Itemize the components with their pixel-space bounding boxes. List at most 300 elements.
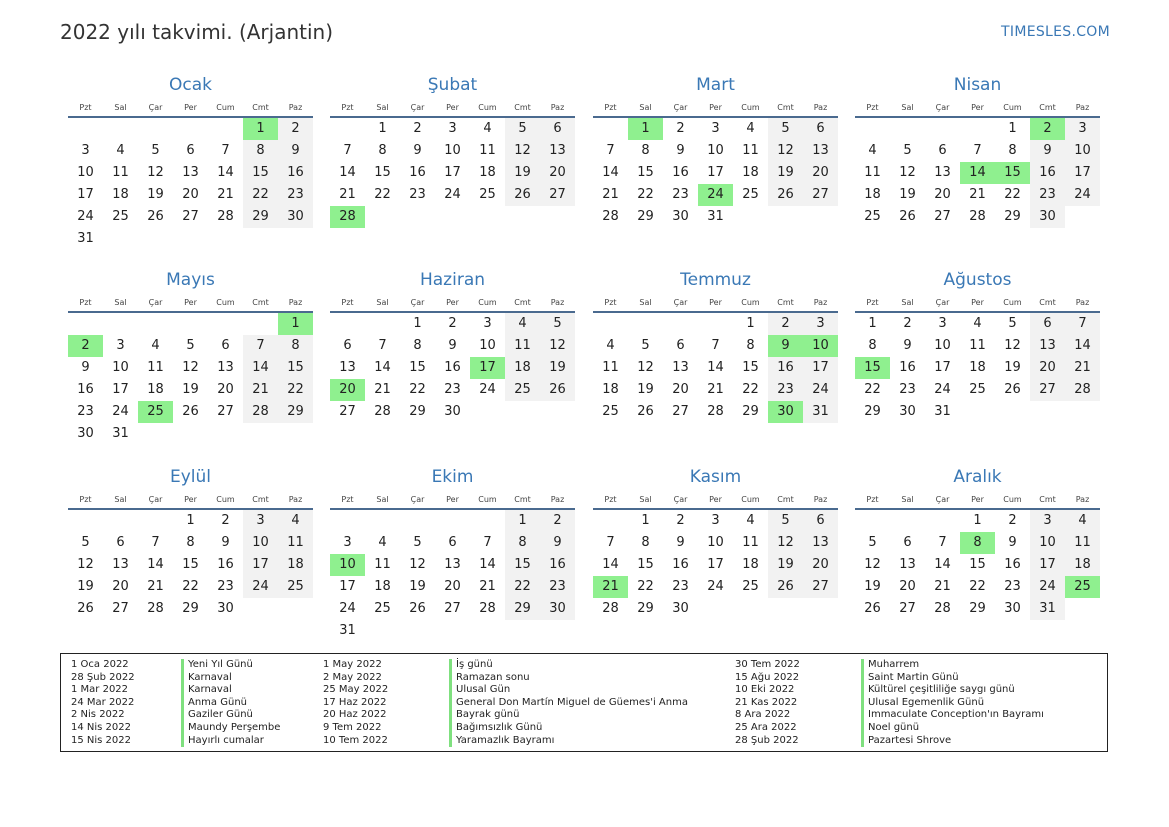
weekday-label: Paz [1075,103,1090,112]
weekday-label: Paz [813,103,828,112]
weekday-label: Cmt [514,495,531,504]
day-grid [593,313,838,423]
day-cell: 3 [711,513,720,528]
page-title: 2022 yılı takvimi. (Arjantin) [60,20,334,44]
weekday-label: Sal [901,298,914,307]
day-cell: 25 [969,382,986,397]
day-cell: 7 [221,143,230,158]
day-cell: 10 [707,535,724,550]
day-cell: 19 [77,579,94,594]
day-cell: 15 [637,165,654,180]
day-cell: 15 [505,554,540,576]
day-cell: 24 [243,576,278,598]
day-cell: 21 [339,187,356,202]
weekday-label: Per [184,495,197,504]
legend-holiday-name: Bayrak günü [449,709,519,722]
day-cell: 8 [186,535,195,550]
day-cell: 1 [1008,121,1017,136]
day-cell: 4 [1065,510,1100,532]
day-cell: 23 [217,579,234,594]
empty-cell [330,118,365,140]
day-cell: 14 [707,360,724,375]
day-cell: 30 [540,598,575,620]
day-cell: 10 [112,360,129,375]
day-grid [593,118,838,228]
holiday-day-cell: 21 [593,576,628,598]
day-cell: 12 [147,165,164,180]
day-grid [855,510,1100,620]
weekday-header [68,99,313,118]
day-cell: 16 [540,554,575,576]
weekday-header [593,294,838,313]
day-cell: 10 [444,143,461,158]
weekday-label: Paz [1075,495,1090,504]
weekday-label: Cum [478,495,497,504]
weekday-label: Pzt [341,495,354,504]
day-cell: 20 [112,579,129,594]
day-cell: 5 [505,118,540,140]
day-cell: 3 [243,510,278,532]
empty-cell [208,118,243,140]
day-cell: 9 [676,535,685,550]
legend-holiday-name: Ramazan sonu [449,672,530,685]
day-cell: 22 [505,576,540,598]
day-cell: 18 [278,554,313,576]
day-grid [68,313,313,445]
legend-date: 15 Nis 2022 [71,734,131,746]
day-cell: 23 [409,187,426,202]
day-cell: 1 [186,513,195,528]
day-cell: 12 [1004,338,1021,353]
day-cell: 5 [768,118,803,140]
weekday-label: Per [709,103,722,112]
day-cell: 6 [343,338,352,353]
day-cell: 13 [934,165,951,180]
weekday-label: Çar [935,495,950,504]
day-cell: 16 [77,382,94,397]
day-cell: 17 [1030,554,1065,576]
day-cell: 8 [746,338,755,353]
day-cell: 4 [505,313,540,335]
empty-cell [698,313,733,335]
day-cell: 19 [505,162,540,184]
day-cell: 11 [147,360,164,375]
day-cell: 4 [278,510,313,532]
day-grid [593,510,838,620]
day-cell: 5 [413,535,422,550]
day-cell: 21 [1065,357,1100,379]
day-cell: 11 [1065,532,1100,554]
day-cell: 22 [637,579,654,594]
day-cell: 2 [676,513,685,528]
day-cell: 20 [444,579,461,594]
legend-date: 8 Ara 2022 [735,709,791,721]
day-cell: 25 [479,187,496,202]
weekday-label: Cmt [1039,495,1056,504]
day-cell: 17 [707,557,724,572]
legend-holiday-name: Karnaval [181,672,232,685]
day-cell: 1 [973,513,982,528]
day-cell: 24 [1030,576,1065,598]
day-cell: 21 [602,187,619,202]
weekday-label: Cum [1003,298,1022,307]
site-link[interactable]: TIMESLES.COM [1001,24,1110,40]
day-cell: 13 [182,165,199,180]
weekday-label: Pzt [866,495,879,504]
day-cell: 8 [641,143,650,158]
day-cell: 7 [483,535,492,550]
day-cell: 13 [540,140,575,162]
day-cell: 30 [899,404,916,419]
day-cell: 5 [151,143,160,158]
day-cell: 12 [637,360,654,375]
day-cell: 31 [934,404,951,419]
weekday-label: Sal [376,495,389,504]
month-block [593,465,838,620]
weekday-label: Çar [673,103,688,112]
day-cell: 21 [707,382,724,397]
day-cell: 29 [243,206,278,228]
day-cell: 27 [1030,379,1065,401]
weekday-header [855,99,1100,118]
weekday-label: Per [446,495,459,504]
day-cell: 20 [217,382,234,397]
legend-holiday-name: Saint Martin Günü [861,672,959,685]
day-cell: 23 [768,379,803,401]
weekday-label: Çar [673,495,688,504]
month-block [68,73,313,250]
day-cell: 22 [864,382,881,397]
weekday-label: Paz [288,495,303,504]
weekday-label: Çar [410,103,425,112]
day-cell: 11 [969,338,986,353]
day-cell: 3 [448,121,457,136]
holiday-day-cell: 20 [330,379,365,401]
day-cell: 17 [243,554,278,576]
day-cell: 13 [672,360,689,375]
day-cell: 27 [803,184,838,206]
day-cell: 15 [409,360,426,375]
month-block [68,465,313,620]
day-cell: 3 [483,316,492,331]
day-cell: 2 [676,121,685,136]
weekday-label: Cmt [1039,103,1056,112]
day-cell: 4 [116,143,125,158]
day-cell: 15 [278,357,313,379]
day-cell: 14 [934,557,951,572]
day-cell: 18 [969,360,986,375]
day-cell: 11 [742,535,759,550]
day-cell: 12 [505,140,540,162]
empty-cell [593,313,628,335]
weekday-label: Cmt [777,103,794,112]
day-cell: 28 [934,601,951,616]
day-cell: 7 [606,143,615,158]
empty-cell [173,118,208,140]
weekday-label: Per [971,495,984,504]
day-cell: 12 [409,557,426,572]
weekday-label: Per [971,298,984,307]
day-cell: 18 [505,357,540,379]
day-cell: 6 [803,510,838,532]
day-cell: 5 [641,338,650,353]
weekday-label: Pzt [341,298,354,307]
empty-cell [68,510,103,532]
weekday-label: Pzt [604,298,617,307]
day-cell: 2 [278,118,313,140]
weekday-label: Per [971,103,984,112]
legend-date: 25 Ara 2022 [735,722,797,733]
empty-cell [243,313,278,335]
day-cell: 4 [868,143,877,158]
day-cell: 15 [374,165,391,180]
day-cell: 9 [903,338,912,353]
day-cell: 17 [1065,162,1100,184]
legend-holiday-name: Anma Günü [181,697,247,710]
day-cell: 24 [707,579,724,594]
day-cell: 13 [803,532,838,554]
day-cell: 7 [606,535,615,550]
weekday-header [330,491,575,510]
day-cell: 18 [742,557,759,572]
weekday-label: Paz [288,103,303,112]
month-name: Şubat [427,75,478,95]
weekday-header [855,294,1100,313]
day-cell: 11 [112,165,129,180]
holiday-day-cell: 10 [803,335,838,357]
day-cell: 25 [864,209,881,224]
day-cell: 6 [448,535,457,550]
weekday-label: Cum [478,103,497,112]
legend-holiday-name: Pazartesi Shrove [861,735,951,748]
day-cell: 30 [278,206,313,228]
legend-date: 1 May 2022 [323,659,382,670]
empty-cell [365,510,400,532]
day-cell: 2 [448,316,457,331]
weekday-header [593,491,838,510]
holiday-day-cell: 24 [698,184,733,206]
day-cell: 25 [374,601,391,616]
day-cell: 4 [378,535,387,550]
day-cell: 27 [899,601,916,616]
day-cell: 8 [1008,143,1017,158]
day-cell: 5 [768,510,803,532]
holiday-day-cell: 1 [278,313,313,335]
day-cell: 9 [1008,535,1017,550]
day-cell: 19 [182,382,199,397]
legend-holiday-name: İş günü [449,659,493,672]
day-cell: 22 [409,382,426,397]
weekday-label: Per [446,298,459,307]
legend-date: 30 Tem 2022 [735,659,800,670]
day-cell: 17 [707,165,724,180]
day-cell: 16 [899,360,916,375]
legend-date: 2 Nis 2022 [71,709,125,721]
day-cell: 9 [448,338,457,353]
weekday-label: Cmt [514,103,531,112]
day-cell: 5 [540,313,575,335]
day-cell: 14 [243,357,278,379]
day-cell: 3 [1065,118,1100,140]
day-cell: 5 [81,535,90,550]
month-block [855,465,1100,620]
month-block [330,73,575,228]
day-cell: 21 [969,187,986,202]
day-cell: 6 [1030,313,1065,335]
empty-cell [138,313,173,335]
day-cell: 19 [864,579,881,594]
day-cell: 1 [868,316,877,331]
day-cell: 17 [444,165,461,180]
empty-cell [960,118,995,140]
day-cell: 19 [637,382,654,397]
day-cell: 27 [444,601,461,616]
day-cell: 17 [803,357,838,379]
day-cell: 10 [479,338,496,353]
month-block [593,268,838,423]
weekday-header [330,99,575,118]
holiday-day-cell: 1 [628,118,663,140]
weekday-label: Cum [741,103,760,112]
weekday-label: Cmt [252,495,269,504]
weekday-label: Pzt [866,103,879,112]
day-cell: 15 [637,557,654,572]
weekday-header [593,99,838,118]
day-cell: 28 [969,209,986,224]
weekday-label: Cum [1003,103,1022,112]
day-cell: 6 [186,143,195,158]
day-cell: 24 [444,187,461,202]
legend-holiday-name: Hayırlı cumalar [181,735,264,748]
legend-holiday-name: Muharrem [861,659,919,672]
legend-date: 25 May 2022 [323,684,389,696]
day-cell: 1 [746,316,755,331]
legend-date: 20 Haz 2022 [323,709,387,721]
day-cell: 25 [505,379,540,401]
day-cell: 12 [899,165,916,180]
day-cell: 16 [278,162,313,184]
day-cell: 27 [540,184,575,206]
day-cell: 26 [899,209,916,224]
day-cell: 20 [540,162,575,184]
day-cell: 10 [243,532,278,554]
day-grid [68,510,313,620]
day-cell: 24 [934,382,951,397]
day-cell: 13 [1030,335,1065,357]
day-cell: 8 [641,535,650,550]
legend-holiday-name: Karnaval [181,684,232,697]
day-cell: 26 [637,404,654,419]
legend-date: 2 May 2022 [323,671,382,683]
empty-cell [855,510,890,532]
day-cell: 4 [973,316,982,331]
day-cell: 31 [339,623,356,638]
day-cell: 1 [505,510,540,532]
month-name: Eylül [169,467,212,487]
weekday-label: Per [184,298,197,307]
day-cell: 26 [77,601,94,616]
day-cell: 25 [742,187,759,202]
day-cell: 13 [803,140,838,162]
legend-holiday-name: Yeni Yıl Günü [181,659,253,672]
month-name: Temmuz [680,270,751,290]
day-cell: 24 [479,382,496,397]
day-cell: 23 [278,184,313,206]
holiday-day-cell: 25 [138,401,173,423]
day-grid [855,313,1100,423]
month-block [855,268,1100,423]
day-cell: 10 [934,338,951,353]
weekday-label: Pzt [604,495,617,504]
day-cell: 23 [77,404,94,419]
month-block [855,73,1100,228]
day-cell: 23 [899,382,916,397]
day-cell: 27 [934,209,951,224]
day-cell: 30 [672,209,689,224]
day-cell: 11 [864,165,881,180]
weekday-header [68,294,313,313]
day-cell: 19 [1004,360,1021,375]
legend-date: 15 Ağu 2022 [735,671,800,683]
day-cell: 19 [540,357,575,379]
weekday-label: Pzt [79,103,92,112]
empty-cell [628,313,663,335]
day-cell: 20 [182,187,199,202]
day-cell: 19 [409,579,426,594]
day-cell: 18 [1065,554,1100,576]
day-grid [68,118,313,250]
weekday-label: Paz [813,495,828,504]
day-cell: 5 [903,143,912,158]
empty-cell [68,313,103,335]
day-cell: 22 [969,579,986,594]
month-block [593,73,838,228]
day-cell: 3 [938,316,947,331]
day-cell: 20 [672,382,689,397]
day-cell: 18 [479,165,496,180]
day-cell: 5 [186,338,195,353]
day-cell: 23 [540,576,575,598]
weekday-label: Sal [376,298,389,307]
day-cell: 3 [116,338,125,353]
legend-holiday-name: Noel günü [861,722,919,735]
day-cell: 21 [479,579,496,594]
weekday-label: Çar [148,495,163,504]
day-cell: 28 [479,601,496,616]
day-cell: 11 [505,335,540,357]
day-cell: 2 [540,510,575,532]
weekday-label: Çar [148,298,163,307]
day-cell: 28 [1065,379,1100,401]
legend-holiday-name: Maundy Perşembe [181,722,280,735]
month-name: Nisan [953,75,1002,95]
day-cell: 20 [899,579,916,594]
empty-cell [330,313,365,335]
day-cell: 1 [641,513,650,528]
month-name: Kasım [689,467,742,487]
day-cell: 27 [803,576,838,598]
day-cell: 29 [409,404,426,419]
weekday-label: Pzt [604,103,617,112]
day-cell: 14 [217,165,234,180]
weekday-label: Paz [1075,298,1090,307]
day-cell: 9 [278,140,313,162]
day-cell: 24 [1065,184,1100,206]
day-cell: 26 [540,379,575,401]
legend-date: 28 Şub 2022 [71,671,135,683]
day-cell: 23 [1004,579,1021,594]
day-cell: 7 [151,535,160,550]
